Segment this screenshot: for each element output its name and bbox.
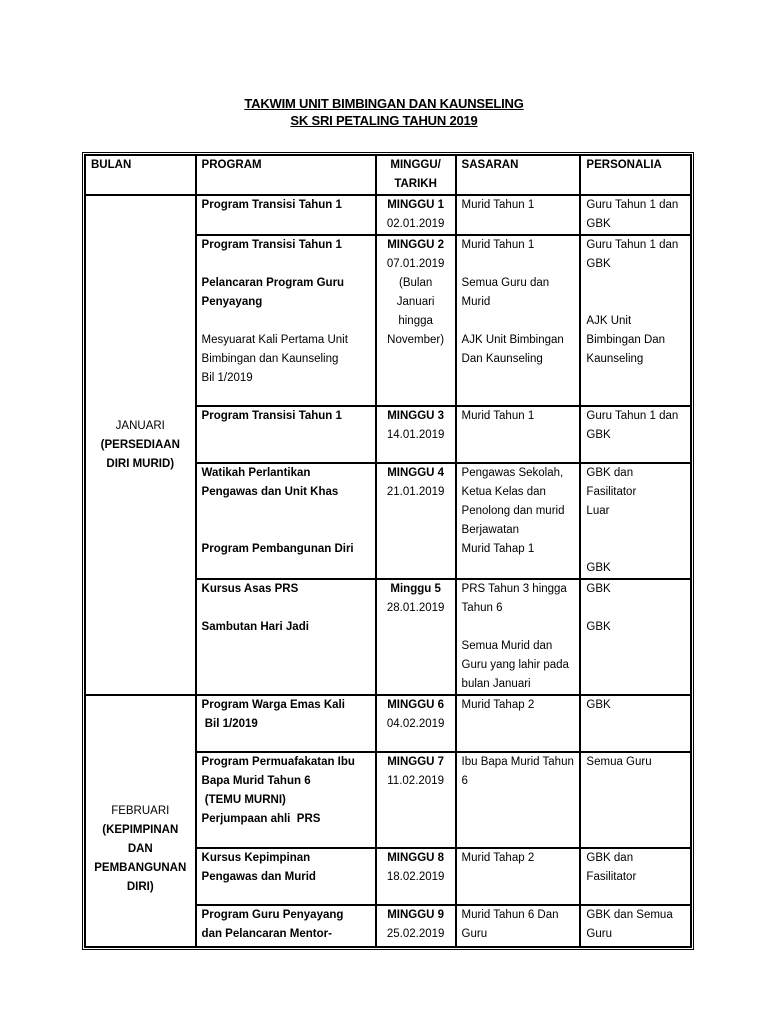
- minggu-cell: MINGGU 6 04.02.2019: [376, 695, 456, 752]
- program-cell: Program Transisi Tahun 1 Pelancaran Program Guru Penyayang Mesyuarat Kali Pertama Unit Bimbingan dan Kaunseling Bil 1/2019: [196, 235, 376, 406]
- header-sasaran: SASARAN: [456, 155, 581, 195]
- header-minggu-tarikh: MINGGU/ TARIKH: [376, 155, 456, 195]
- month-cell-januari: [85, 195, 196, 695]
- month-name: JANUARI: [115, 419, 165, 432]
- personalia-cell: GBK GBK: [580, 579, 691, 695]
- program-cell: Program Transisi Tahun 1: [196, 406, 376, 463]
- sasaran-cell: Ibu Bapa Murid Tahun 6: [456, 752, 581, 848]
- program-cell: Program Transisi Tahun 1: [196, 195, 376, 235]
- personalia-cell: Guru Tahun 1 dan GBK AJK Unit Bimbingan Dan Kaunseling: [580, 235, 691, 406]
- month-theme: PEMBANGUNAN: [94, 861, 187, 874]
- sasaran-cell: Murid Tahun 1: [456, 195, 581, 235]
- sasaran-cell: Murid Tahap 2: [456, 695, 581, 752]
- program-cell: Kursus Asas PRS Sambutan Hari Jadi: [196, 579, 376, 695]
- month-name: FEBRUARI: [111, 804, 170, 817]
- header-program: PROGRAM: [196, 155, 376, 195]
- sasaran-cell: Murid Tahun 1: [456, 406, 581, 463]
- takwim-table: [84, 154, 692, 948]
- minggu-cell: MINGGU 8 18.02.2019: [376, 848, 456, 905]
- month-theme: DIRI): [126, 880, 154, 893]
- personalia-cell: GBK dan Semua Guru: [580, 905, 691, 947]
- header-personalia: PERSONALIA: [580, 155, 691, 195]
- sasaran-cell: PRS Tahun 3 hingga Tahun 6 Semua Murid dan Guru yang lahir pada bulan Januari: [456, 579, 581, 695]
- minggu-cell: MINGGU 7 11.02.2019: [376, 752, 456, 848]
- minggu-cell: MINGGU 9 25.02.2019: [376, 905, 456, 947]
- program-cell: Program Guru Penyayang dan Pelancaran Mentor-: [196, 905, 376, 947]
- personalia-cell: Semua Guru: [580, 752, 691, 848]
- document-subtitle: SK SRI PETALING TAHUN 2019: [290, 113, 478, 128]
- minggu-cell: MINGGU 3 14.01.2019: [376, 406, 456, 463]
- month-theme: DIRI MURID): [106, 457, 175, 470]
- personalia-cell: GBK: [580, 695, 691, 752]
- month-cell-februari: [85, 695, 196, 947]
- table-row: [85, 695, 691, 752]
- month-theme: (PERSEDIAAN: [100, 438, 180, 451]
- program-cell: Watikah Perlantikan Pengawas dan Unit Khas Program Pembangunan Diri: [196, 463, 376, 579]
- sasaran-cell: Murid Tahun 6 Dan Guru: [456, 905, 581, 947]
- document-title: TAKWIM UNIT BIMBINGAN DAN KAUNSELING: [244, 96, 524, 111]
- personalia-cell: GBK dan Fasilitator Luar GBK: [580, 463, 691, 579]
- table-row: [85, 195, 691, 235]
- minggu-cell: MINGGU 2 07.01.2019 (Bulan Januari hingga November): [376, 235, 456, 406]
- personalia-cell: Guru Tahun 1 dan GBK: [580, 406, 691, 463]
- program-cell: Program Permuafakatan Ibu Bapa Murid Tahun 6 (TEMU MURNI) Perjumpaan ahli PRS: [196, 752, 376, 848]
- minggu-cell: MINGGU 4 21.01.2019: [376, 463, 456, 579]
- month-theme: DAN: [127, 842, 153, 855]
- personalia-cell: Guru Tahun 1 dan GBK: [580, 195, 691, 235]
- minggu-cell: Minggu 5 28.01.2019: [376, 579, 456, 695]
- sasaran-cell: Murid Tahun 1 Semua Guru dan Murid AJK Unit Bimbingan Dan Kaunseling: [456, 235, 581, 406]
- sasaran-cell: Pengawas Sekolah, Ketua Kelas dan Penolong dan murid Berjawatan Murid Tahap 1: [456, 463, 581, 579]
- personalia-cell: GBK dan Fasilitator: [580, 848, 691, 905]
- header-bulan: BULAN: [85, 155, 196, 195]
- minggu-cell: MINGGU 1 02.01.2019: [376, 195, 456, 235]
- program-cell: Kursus Kepimpinan Pengawas dan Murid: [196, 848, 376, 905]
- month-theme: (KEPIMPINAN: [102, 823, 179, 836]
- table-header-row: [85, 155, 691, 195]
- sasaran-cell: Murid Tahap 2: [456, 848, 581, 905]
- program-cell: Program Warga Emas Kali Bil 1/2019: [196, 695, 376, 752]
